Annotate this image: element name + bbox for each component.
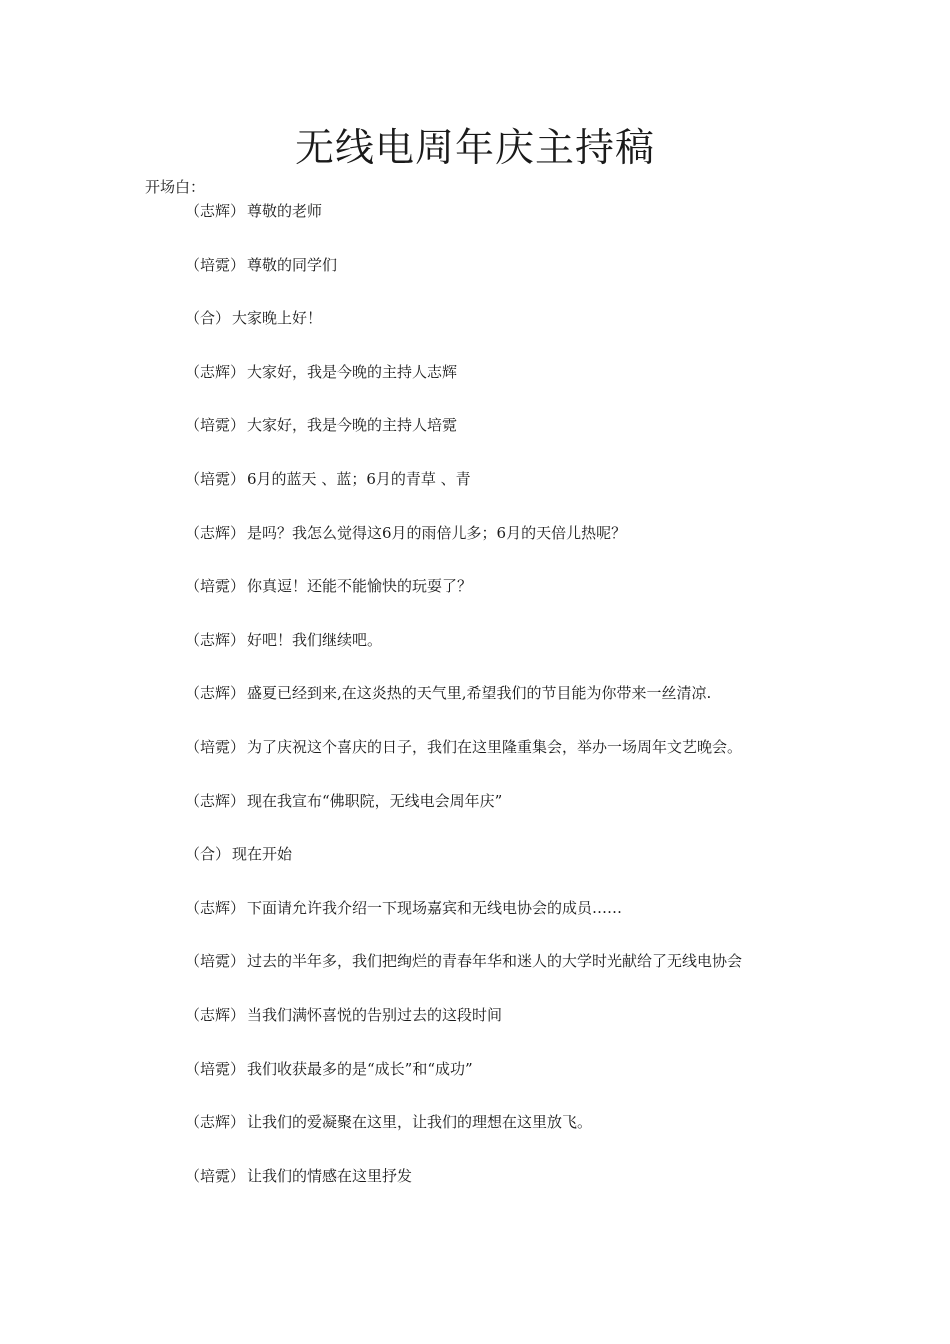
- line-text: 大家好，我是今晚的主持人志辉: [247, 362, 458, 381]
- script-line: [185, 1057, 905, 1111]
- script-line: [185, 521, 905, 575]
- script-line: [185, 199, 905, 253]
- line-text: 为了庆祝这个喜庆的日子，我们在这里隆重集会，举办一场周年文艺晚会。: [247, 737, 743, 756]
- line-text: 6月的蓝天 、蓝；6月的青草 、青: [247, 469, 471, 488]
- script-line: [185, 467, 905, 521]
- script-line: [185, 253, 905, 307]
- speaker-label: （志辉）: [185, 362, 246, 381]
- speaker-label: （培霓）: [185, 1166, 246, 1185]
- line-text: 现在开始: [232, 845, 293, 864]
- script-line: [185, 842, 905, 896]
- speaker-label: （培霓）: [185, 255, 246, 274]
- line-text: 我们收获最多的是“成长”和“成功”: [247, 1059, 473, 1078]
- speaker-label: （志辉）: [185, 202, 246, 220]
- script-line: [185, 681, 905, 735]
- line-text: 盛夏已经到来,在这炎热的天气里,希望我们的节目能为你带来一丝清凉.: [247, 684, 712, 703]
- speaker-label: （培霓）: [185, 1059, 246, 1078]
- speaker-label: （培霓）: [185, 416, 246, 435]
- line-text: 尊敬的老师: [247, 202, 323, 220]
- script-lines: [185, 199, 905, 1217]
- line-text: 现在我宣布“佛职院，无线电会周年庆”: [247, 791, 503, 810]
- speaker-label: （志辉）: [185, 1113, 246, 1132]
- line-text: 当我们满怀喜悦的告别过去的这段时间: [247, 1005, 503, 1024]
- script-line: [185, 735, 905, 789]
- script-line: [185, 413, 905, 467]
- line-text: 是吗？我怎么觉得这6月的雨倍儿多；6月的天倍儿热呢？: [247, 523, 627, 542]
- line-text: 好吧！我们继续吧。: [247, 630, 383, 649]
- line-text: 尊敬的同学们: [247, 255, 338, 274]
- line-text: 下面请允许我介绍一下现场嘉宾和无线电协会的成员……: [247, 898, 623, 917]
- script-line: [185, 1110, 905, 1164]
- script-line: [185, 896, 905, 950]
- speaker-label: （培霓）: [185, 737, 246, 756]
- line-text: 你真逗！还能不能愉快的玩耍了？: [247, 577, 473, 596]
- script-line: [185, 789, 905, 843]
- script-line: [185, 628, 905, 682]
- script-line: [185, 306, 905, 360]
- line-text: 大家晚上好！: [232, 309, 323, 328]
- speaker-label: （志辉）: [185, 791, 246, 810]
- speaker-label: （培霓）: [185, 469, 246, 488]
- speaker-label: （培霓）: [185, 952, 246, 971]
- script-line: [185, 574, 905, 628]
- document-title: 无线电周年庆主持稿: [294, 126, 655, 171]
- line-text: 大家好，我是今晚的主持人培霓: [247, 416, 458, 435]
- speaker-label: （志辉）: [185, 630, 246, 649]
- script-line: [185, 1003, 905, 1057]
- line-text: 让我们的爱凝聚在这里，让我们的理想在这里放飞。: [247, 1113, 593, 1132]
- speaker-label: （合）: [185, 845, 231, 864]
- speaker-label: （培霓）: [185, 577, 246, 596]
- script-line: [185, 949, 905, 1003]
- script-line: [185, 1164, 905, 1218]
- script-line: [185, 360, 905, 414]
- speaker-label: （志辉）: [185, 898, 246, 917]
- speaker-label: （志辉）: [185, 684, 246, 703]
- line-text: 过去的半年多，我们把绚烂的青春年华和迷人的大学时光献给了无线电协会: [247, 952, 743, 971]
- opening-label: 开场白：: [145, 178, 206, 196]
- speaker-label: （合）: [185, 309, 231, 328]
- speaker-label: （志辉）: [185, 1005, 246, 1024]
- line-text: 让我们的情感在这里抒发: [247, 1166, 413, 1185]
- speaker-label: （志辉）: [185, 523, 246, 542]
